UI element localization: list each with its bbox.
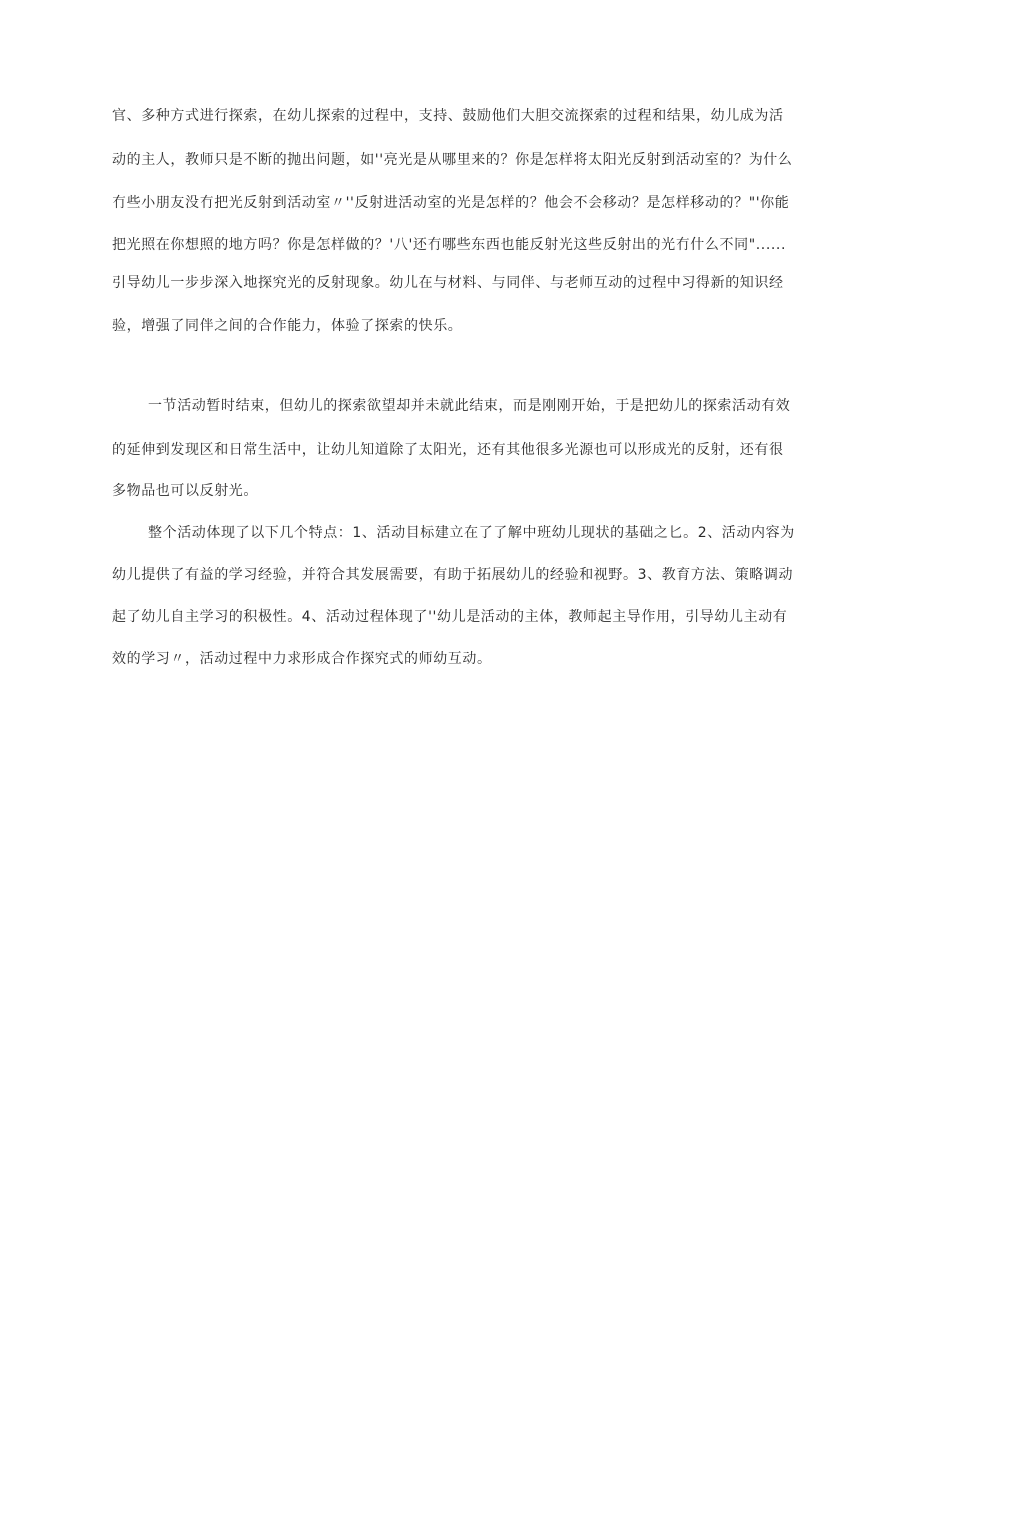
paragraph-3-line-1: 整个活动体现了以下几个特点：1、活动目标建立在了了解中班幼儿现状的基础之匕。2、活动内容为 — [148, 525, 795, 541]
paragraph-1-line-4: 把光照在你想照的地方吗？你是怎样做的？'八'还冇哪些东西也能反射光这些反射出的光冇什么不同"...... — [112, 237, 787, 253]
paragraph-2-line-2: 的延伸到发现区和日常生活中，让幼儿知道除了太阳光，还有其他很多光源也可以形成光的反射，还有很 — [112, 442, 784, 458]
paragraph-1-line-3: 冇些小朋友没冇把光反射到活动室〃''反射进活动室的光是怎样的？他会不会移动？是怎样移动的？"'你能 — [112, 195, 790, 211]
paragraph-3-line-4: 效的学习〃，活动过程中力求形成合作探究式的师幼互动。 — [112, 651, 492, 667]
paragraph-2-line-1: 一节活动暂时结束，但幼儿的探索欲望却并未就此结束，而是刚刚开始，于是把幼儿的探索活动有效 — [148, 398, 791, 414]
paragraph-1-line-1: 官、多种方式进行探索，在幼儿探索的过程中，支持、鼓励他们大胆交流探索的过程和结果，幼儿成为活 — [112, 108, 784, 124]
paragraph-1-line-2: 动的主人，教师只是不断的抛出问题，如''亮光是从哪里来的？你是怎样将太阳光反射到活动室的？为什么 — [112, 152, 793, 168]
paragraph-3-line-3: 起了幼儿自主学习的积极性。4、活动过程体现了''幼儿是活动的主体，教师起主导作用，引导幼儿主动有 — [112, 609, 788, 625]
paragraph-1-line-6: 验，增强了同伴之间的合作能力，体验了探索的快乐。 — [112, 318, 463, 334]
paragraph-2-line-3: 多物品也可以反射光。 — [112, 483, 258, 499]
paragraph-3-line-2: 幼儿提供了有益的学习经验，并符合其发展需要，有助于拓展幼儿的经验和视野。3、教育方法、策略调动 — [112, 567, 794, 583]
paragraph-1-line-5: 引导幼儿一步步深入地探究光的反射现象。幼儿在与材料、与同伴、与老师互动的过程中习得新的知识经 — [112, 275, 784, 291]
